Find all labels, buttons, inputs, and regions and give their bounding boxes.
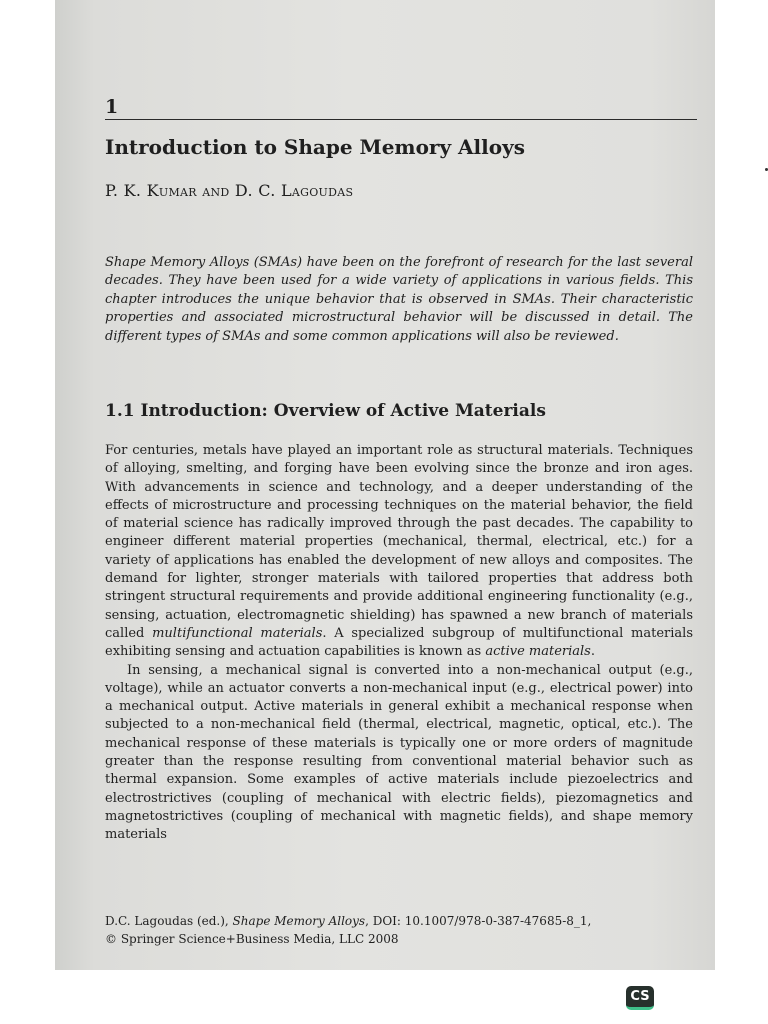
section-title: 1.1 Introduction: Overview of Active Materials (105, 401, 546, 421)
footer-citation: D.C. Lagoudas (ed.), Shape Memory Alloys, DOI: 10.1007/978-0-387-47685-8_1, (105, 914, 592, 928)
book-page (55, 0, 715, 970)
paragraph-2: In sensing, a mechanical signal is converted into a non-mechanical output (e.g., voltage), while an actuator converts a non-mechanical input (e.g., electrical power) into a mechanical output. Active materials in general exhibit a mechanical response when subjected to a non-mechanical field (thermal, electrical, magnetic, optical, etc.). The mechanical response of these materials is typically one or more orders of magnitude greater than the response resulting from conventional material behavior such as thermal expansion. Some examples of active materials include piezoelectrics and electrostrictives (coupling of mechanical with electric fields), piezomagnetics and magnetostrictives (coupling of mechanical with magnetic fields), and shape memory materials (105, 662, 693, 843)
chapter-rule (105, 119, 697, 120)
paragraph-1: For centuries, metals have played an important role as structural materials. Techniques of alloying, smelting, and forging have been evolving since the bronze and iron ages. With advancements in science and technology, and a deeper understanding of the effects of microstructure and processing techniques on the material behavior, the field of material science has radically improved through the past decades. The capability to engineer different material properties (mechanical, thermal, electrical, etc.) for a variety of applications has enabled the development of new alloys and composites. The demand for lighter, stronger materials with tailored properties that address both stringent structural requirements and provide additional engineering functionality (e.g., sensing, actuation, electromagnetic shielding) has spawned a new branch of materials called multifunctional materials. A specialized subgroup of multifunctional materials exhibiting sensing and actuation capabilities is known as active materials. (105, 443, 693, 660)
authors-initials: P. K. (105, 181, 147, 200)
chapter-number: 1 (105, 96, 119, 118)
section-body (105, 442, 693, 845)
footer-copyright: © Springer Science+Business Media, LLC 2008 (105, 932, 399, 946)
page-footer (105, 912, 693, 948)
term-multifunctional-materials: multifunctional materials (152, 625, 323, 641)
term-active-materials: active materials (485, 644, 591, 660)
chapter-title: Introduction to Shape Memory Alloys (105, 135, 525, 159)
authors-names: Kumar and D. C. Lagoudas (146, 181, 354, 200)
footer-book-title: Shape Memory Alloys (232, 914, 366, 928)
chapter-authors (105, 181, 353, 200)
camscanner-logo-icon: CS (626, 986, 654, 1010)
chapter-abstract: Shape Memory Alloys (SMAs) have been on the forefront of research for the last several decades. They have been used for a wide variety of applications in various fields. This chapter introduces the unique behavior that is observed in SMAs. Their characteristic properties and associated microstructural behavior will be discussed in detail. The different types of SMAs and some common applications will also be reviewed. (105, 255, 693, 344)
